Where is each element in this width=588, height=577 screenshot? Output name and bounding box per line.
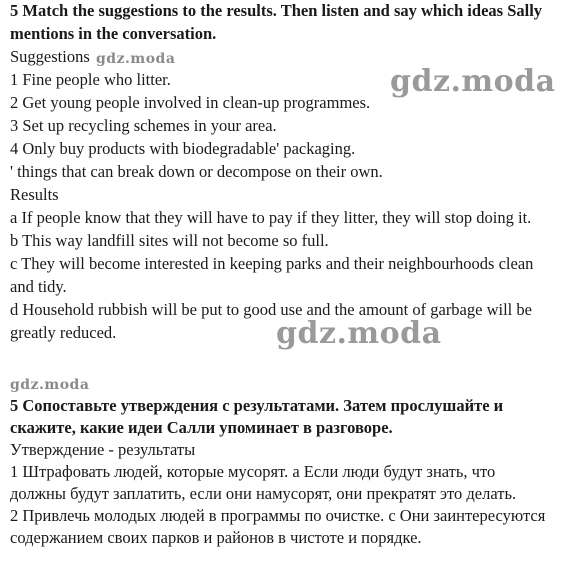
result-line: a If people know that they will have to pay if they litter, they will stop doing it. bbox=[10, 208, 532, 227]
watermark-logo: gdz.moda bbox=[390, 64, 556, 99]
results-label: Results bbox=[10, 185, 59, 204]
translation-line: содержанием своих парков и районов в чистоте и порядке. bbox=[10, 528, 422, 547]
suggestion-item: 3 Set up recycling schemes in your area. bbox=[10, 116, 277, 135]
result-line: b This way landfill sites will not become so full. bbox=[10, 231, 329, 250]
suggestion-item: 1 Fine people who litter. bbox=[10, 70, 171, 89]
watermark-logo: gdz.moda bbox=[276, 316, 442, 351]
watermark-logo: gdz.moda bbox=[10, 377, 90, 393]
suggestion-item: 2 Get young people involved in clean-up programmes. bbox=[10, 93, 371, 112]
translation-line: 1 Штрафовать людей, которые мусорят. a Если люди будут знать, что bbox=[10, 462, 496, 481]
suggestions-label: Suggestions bbox=[10, 47, 90, 66]
suggestion-item: 4 Only buy products with biodegradable' packaging. bbox=[10, 139, 356, 158]
result-line: d Household rubbish will be put to good use and the amount of garbage will be bbox=[10, 300, 532, 319]
watermark-logo: gdz.moda bbox=[96, 51, 176, 67]
translation-heading-line-2: скажите, какие идеи Салли упоминает в разговоре. bbox=[10, 418, 393, 437]
footnote: ' things that can break down or decompose on their own. bbox=[10, 162, 383, 181]
exercise-heading-line-1: 5 Match the suggestions to the results. Then listen and say which ideas Sally bbox=[10, 1, 543, 20]
translation-line: 2 Привлечь молодых людей в программы по очистке. c Они заинтересуются bbox=[10, 506, 546, 525]
result-line: c They will become interested in keeping parks and their neighbourhoods clean bbox=[10, 254, 534, 273]
exercise-heading-line-2: mentions in the conversation. bbox=[10, 24, 217, 43]
translation-heading-line-1: 5 Сопоставьте утверждения с результатами. Затем прослушайте и bbox=[10, 396, 504, 415]
result-line: and tidy. bbox=[10, 277, 67, 296]
translation-subheading: Утверждение - результаты bbox=[10, 440, 196, 459]
translation-line: должны будут заплатить, если они намусорят, они прекратят это делать. bbox=[10, 484, 517, 503]
result-line: greatly reduced. bbox=[10, 323, 117, 342]
